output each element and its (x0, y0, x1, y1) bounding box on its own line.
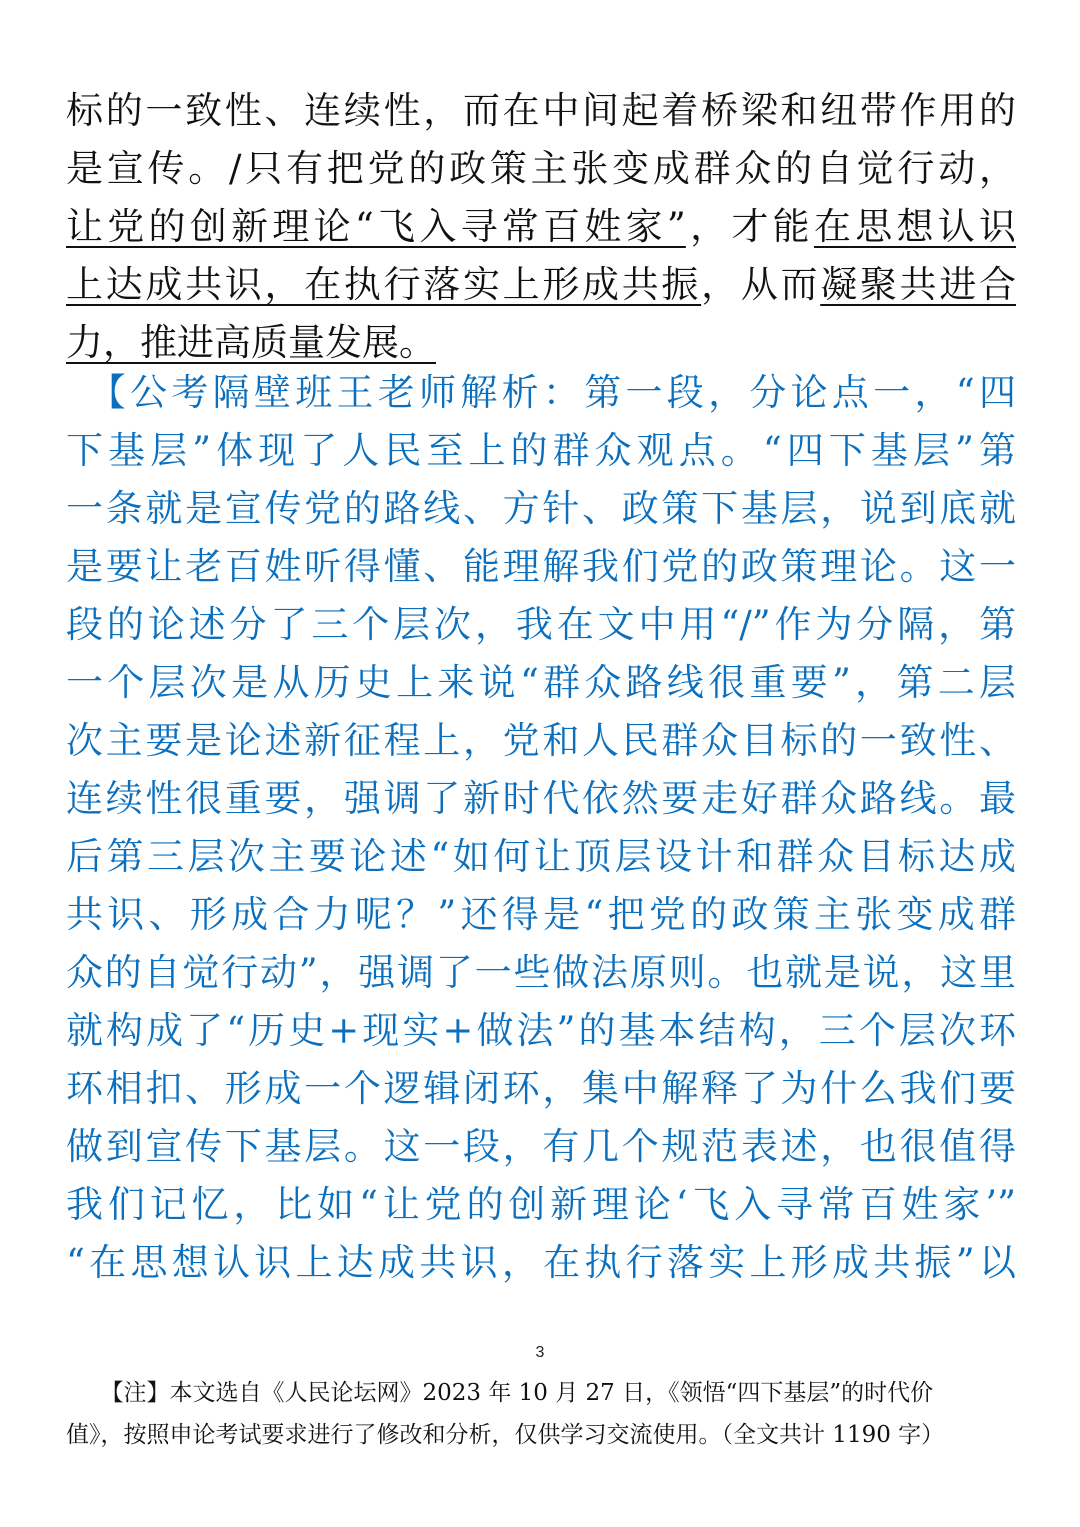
main-text-line (66, 198, 1016, 256)
analysis-line: 后第三层次主要论述“如何让顶层设计和群众目标达成 (66, 835, 1016, 878)
page-number: 3 (535, 1344, 545, 1361)
main-text-connector: ，从而 (701, 263, 821, 306)
analysis-line: 【公考隔壁班王老师解析：第一段，分论点一，“四 (66, 371, 1016, 414)
analysis-line: 环相扣、形成一个逻辑闭环，集中解释了为什么我们要 (66, 1067, 1016, 1110)
analysis-line: 是要让老百姓听得懂、能理解我们党的政策理论。这一 (66, 545, 1016, 588)
analysis-line: 一个层次是从历史上来说“群众路线很重要”，第二层 (66, 661, 1016, 704)
footnote (66, 1372, 1016, 1456)
analysis-line: 众的自觉行动”，强调了一些做法原则。也就是说，这里 (66, 951, 1016, 994)
analysis-paragraph (66, 364, 1016, 1292)
analysis-line: 次主要是论述新征程上，党和人民群众目标的一致性、 (66, 719, 1016, 762)
analysis-line: 一条就是宣传党的路线、方针、政策下基层，说到底就 (66, 487, 1016, 530)
underlined-phrase: 凝聚共进合 (820, 263, 1016, 306)
main-text-line (66, 256, 1016, 314)
main-text-line (66, 140, 1016, 198)
analysis-line: 连续性很重要，强调了新时代依然要走好群众路线。最 (66, 777, 1016, 820)
footnote-line: 【注】本文选自《人民论坛网》2023 年 10 月 27 日，《领悟“四下基层”的时代价 (66, 1380, 934, 1406)
underlined-phrase: 在思想认识 (813, 205, 1016, 248)
analysis-line: 段的论述分了三个层次，我在文中用“/”作为分隔，第 (66, 603, 1016, 646)
main-text-connector: ，才能 (685, 205, 814, 248)
main-text-paragraph (66, 82, 1016, 372)
main-text-line (66, 82, 1016, 140)
footnote-line: 值》，按照申论考试要求进行了修改和分析，仅供学习交流使用。（全文共计 1190 字） (66, 1422, 945, 1448)
analysis-line: 下基层”体现了人民至上的群众观点。“四下基层”第 (66, 429, 1016, 472)
underlined-phrase: 上达成共识，在执行落实上形成共振 (66, 263, 702, 306)
analysis-line: 做到宣传下基层。这一段，有几个规范表述，也很值得 (66, 1125, 1016, 1168)
underlined-phrase: 力，推进高质量发展。 (66, 321, 436, 364)
analysis-line: “在思想认识上达成共识，在执行落实上形成共振”以 (66, 1241, 1016, 1284)
underlined-phrase: 让党的创新理论“飞入寻常百姓家” (66, 205, 686, 248)
main-text-line-1: 标的一致性、连续性，而在中间起着桥梁和纽带作用的 (66, 89, 1016, 132)
analysis-line: 我们记忆，比如“让党的创新理论‘飞入寻常百姓家’” (66, 1183, 1016, 1226)
main-text-line-2: 是宣传。/只有把党的政策主张变成群众的自觉行动， (66, 147, 1016, 190)
analysis-line: 共识、形成合力呢？”还得是“把党的政策主张变成群 (66, 893, 1016, 936)
analysis-line: 就构成了“历史+现实+做法”的基本结构，三个层次环 (66, 1009, 1016, 1052)
